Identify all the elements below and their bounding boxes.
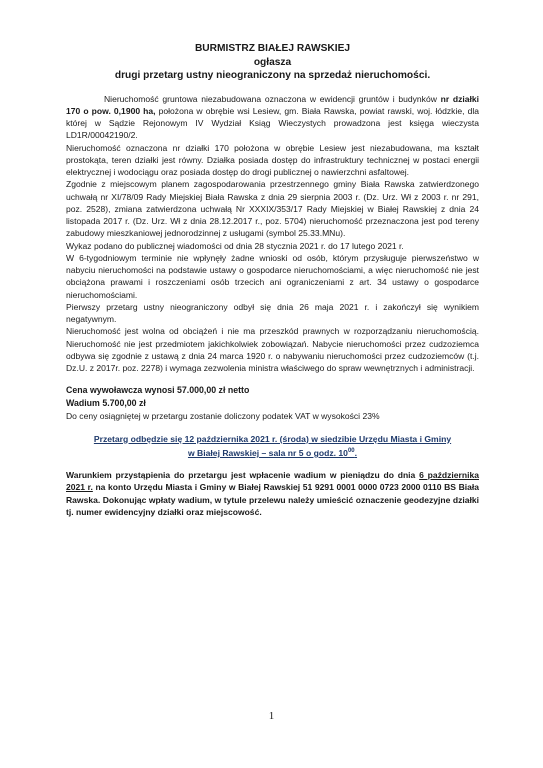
- auction-date-line2: [66, 445, 479, 459]
- announces-label: ogłasza: [253, 56, 292, 68]
- auction-line-end: .: [354, 447, 358, 458]
- legal-status: Nieruchomość jest wolna od obciążeń i nie ma przeszkód prawnych w rozporządzaniu nieruchomością. Nieruchomość nie jest przedmiotem jakichkolwiek zobowiązań. Nabycie nieruchomości przez cudzoziemca odbywa się zgodnie z ustawą z dnia 24 marca 1920 r. o nabywaniu nieruchomości przez cudzoziemców (t.j. Dz.U. z 2017r. poz. 2278) i wymaga zezwolenia ministra właściwego do spraw wewnętrznych i administracji.: [66, 326, 479, 373]
- starting-price: Cena wywoławcza wynosi 57.000,00 zł netto: [66, 385, 250, 396]
- first-auction-result: Pierwszy przetarg ustny nieograniczony odbył się dnia 26 maja 2021 r. i zakończył się wynikiem negatywnym.: [66, 301, 479, 324]
- property-description-text: Nieruchomość gruntowa niezabudowana oznaczona w ewidencji gruntów i budynków: [104, 93, 441, 104]
- auction-date-notice: [66, 433, 479, 459]
- property-location-text: położona w obrębie wsi Lesiew, gm. Biała Rawska, powiat rawski, woj. łódzkie, dla której w Sądzie Rejonowym IV Wydział Ksiąg Wieczystych prowadzona jest księga wieczysta LD1R/00042190/2.: [66, 105, 479, 141]
- announcement-header: [66, 42, 479, 83]
- price-section: [66, 384, 479, 422]
- page-number: 1: [268, 710, 275, 722]
- deposit-amount: Wadium 5.700,00 zł: [66, 398, 146, 409]
- parcel-number-area: nr działki 170 o pow. 0,1900 ha,: [66, 93, 480, 116]
- issuer-title: BURMISTRZ BIAŁEJ RAWSKIEJ: [194, 43, 351, 54]
- payment-text-start: Warunkiem przystąpienia do przetargu jest wpłacenie wadium w pieniądzu do dnia: [66, 470, 420, 481]
- payment-text-end: na konto Urzędu Miasta i Gminy w Białej Rawskiej 51 9291 0001 0000 0723 2000 0110 BS Biała Rawska. Dokonując wpłaty wadium, w tytule przelewu należy umieścić oznaczenie geodezyjne działki tj. numer ewidencyjny działki oraz miejscowość.: [66, 482, 480, 517]
- auction-room-time: w Białej Rawskiej – sala nr 5 o godz. 10: [187, 447, 348, 458]
- vat-notice: Do ceny osiągniętej w przetargu zostanie doliczony podatek VAT w wysokości 23%: [66, 411, 380, 422]
- priority-rights-notice: W 6-tygodniowym terminie nie wpłynęły żadne wnioski od osób, którym przysługuje pierwszeństwo w nabyciu nieruchomości na podstawie ustawy o gospodarce nieruchomościami, a więc nieruchomość nie jest obciążona prawami i roszczeniami osób trzecich ani ograniczeniami z art. 34 ustawy o gospodarce nieruchomościami.: [66, 252, 479, 300]
- property-description: [66, 93, 479, 142]
- announcement-body: [66, 93, 479, 375]
- announcement-title: drugi przetarg ustny nieograniczony na sprzedaż nieruchomości.: [114, 70, 431, 81]
- payment-deadline: 6 października 2021 r.: [66, 470, 479, 493]
- zoning-plan: Zgodnie z miejscowym planem zagospodarowania przestrzennego gminy Biała Rawska zatwierdzonego uchwałą nr XI/78/09 Rady Miejskiej Biała Rawska z dnia 29 sierpnia 2003 r. (Dz. Urz. Wł z 2003 r. nr 291, poz. 2528), zmiana zatwierdzona uchwałą Nr XXXIX/353/17 Rady Miejskiej w Białej Rawskiej z dnia 24 listopada 2017 r. (Dz. Urz. Wł z dnia 28.12.2017 r., poz. 5704) nieruchomość przeznaczona jest pod tereny zabudowy mieszkaniowej jednorodzinnej z usługami (symbol 25.33.MNu).: [66, 179, 479, 239]
- auction-date-line1: Przetarg odbędzie się 12 października 2021 r. (środa) w siedzibie Urzędu Miasta i Gminy: [93, 433, 452, 444]
- property-condition: Nieruchomość oznaczona nr działki 170 położona w obrębie Lesiew jest niezabudowana, ma kształt prostokąta, teren działki jest równy. Działka posiada dostęp do infrastruktury technicznej w postaci energii elektrycznej i wodociągu oraz posiada dostęp do drogi publicznej o nawierzchni asfaltowej.: [66, 142, 479, 177]
- deposit-payment-conditions: [66, 469, 479, 518]
- publication-notice: Wykaz podano do publicznej wiadomości od dnia 28 stycznia 2021 r. do 17 lutego 2021 r.: [66, 240, 404, 251]
- time-minutes: 00: [347, 447, 355, 454]
